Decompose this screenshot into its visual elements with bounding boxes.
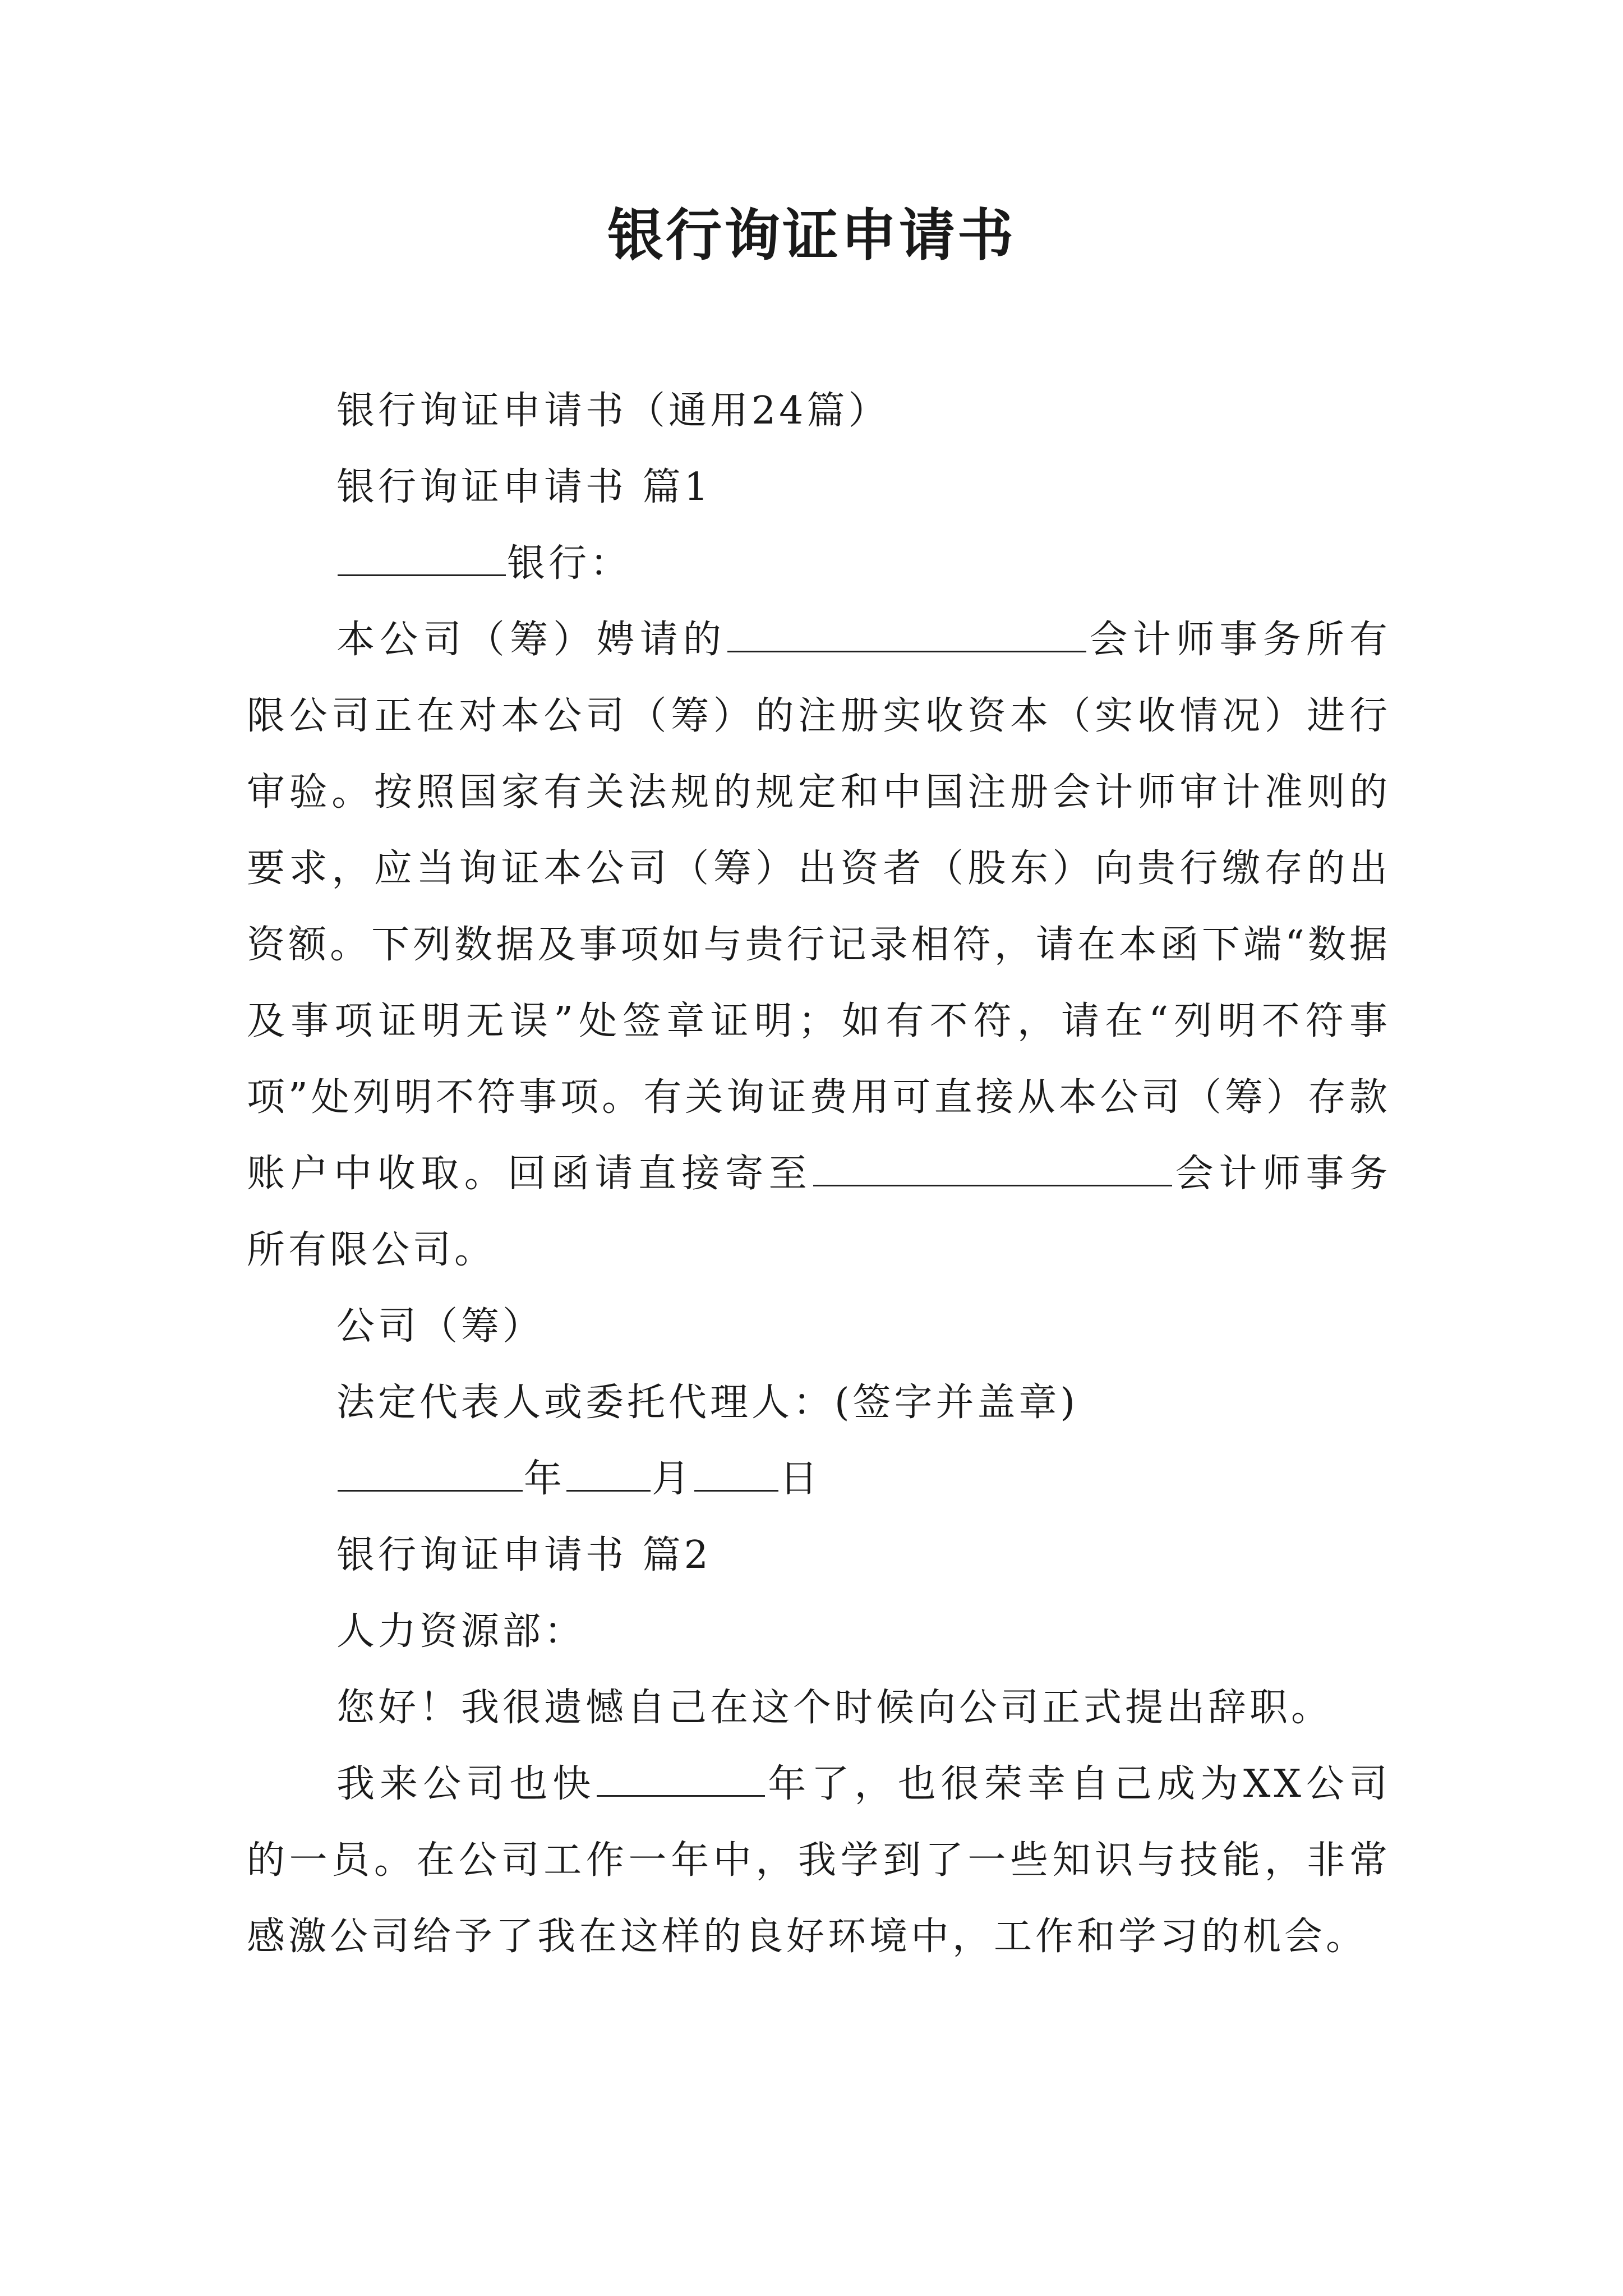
blank-bank-name [338,533,506,576]
section-heading-1: 银行询证申请书 篇1 [336,465,712,509]
paragraph-tenure [247,1746,1391,1975]
blank-day [694,1448,778,1492]
blank-firm-name-2 [813,1143,1172,1186]
salutation-suffix: 银行： [507,541,632,586]
signer-line: 法定代表人或委托代理人：(签字并盖章) [336,1381,1079,1425]
salutation-hr: 人力资源部： [336,1609,586,1654]
blank-month [566,1448,651,1492]
company-line: 公司（筹） [336,1304,545,1349]
blank-year [338,1448,523,1492]
date-line [247,1441,1391,1517]
paragraph-greeting: 您好！我很遗憾自己在这个时候向公司正式提出辞职。 [336,1686,1333,1730]
document-body [247,373,1391,1975]
paragraph-tenure-part-a: 我来公司也快 [336,1762,596,1806]
salutation-bank [247,526,1391,602]
date-month-label: 月 [652,1457,694,1501]
blank-years [597,1754,765,1797]
paragraph-inquiry [247,602,1391,1289]
date-day-label: 日 [780,1457,822,1501]
document-title: 银行询证申请书 [607,203,1016,268]
document-subtitle: 银行询证申请书（通用24篇） [336,389,890,433]
section-heading-2: 银行询证申请书 篇2 [336,1533,712,1577]
paragraph-inquiry-part-c: 会计师事务所有限公司。 [247,1152,1391,1272]
blank-firm-name [727,609,1086,652]
paragraph-inquiry-part-a: 本公司（筹）娉请的 [336,618,727,662]
paragraph-inquiry-part-b: 会计师事务所有限公司正在对本公司（筹）的注册实收资本（实收情况）进行审验。按照国家有关法规的规定和中国注册会计师审计准则的要求，应当询证本公司（筹）出资者（股东）向贵行缴存的出资额。下列数据及事项如与贵行记录相符，请在本函下端“数据及事项证明无误”处签章证明；如有不符，请在“列明不符事项”处列明不符事项。有关询证费用可直接从本公司（筹）存款账户中收取。回函请直接寄至 [247,618,1391,1196]
date-year-label: 年 [524,1457,566,1501]
paragraph-tenure-part-b: 年了，也很荣幸自己成为XX公司的一员。在公司工作一年中，我学到了一些知识与技能，非常感激公司给予了我在这样的良好环境中，工作和学习的机会。 [247,1762,1391,1959]
